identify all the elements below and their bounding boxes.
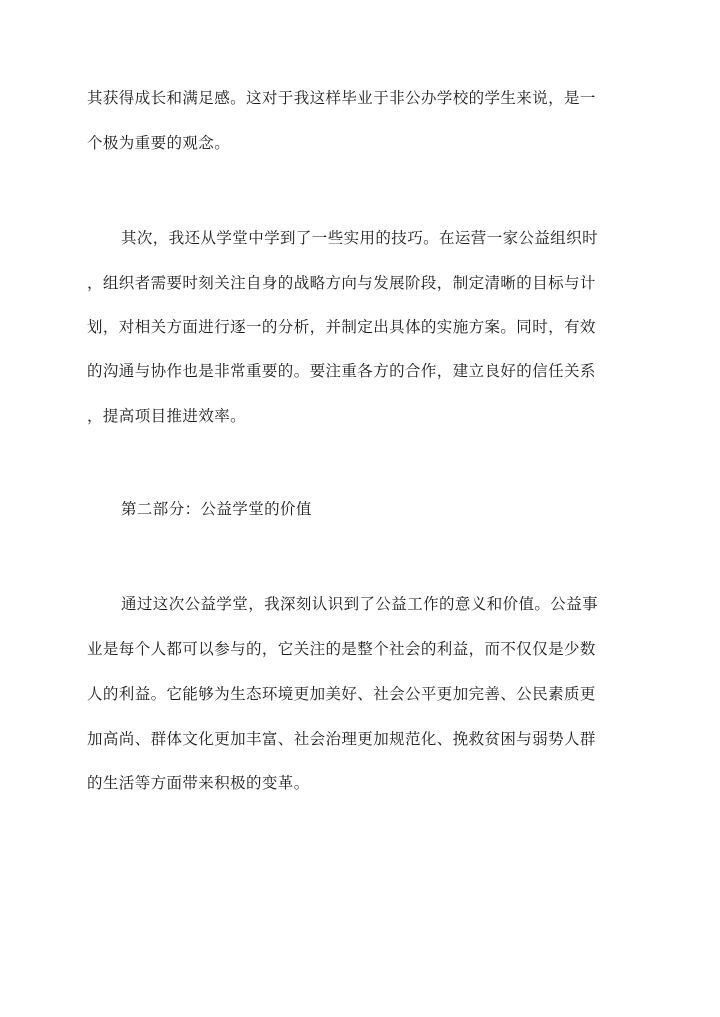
paragraph-2-line-5: ，提高项目推进效率。 [87, 407, 247, 425]
section-heading: 第二部分：公益学堂的价值 [121, 500, 312, 518]
paragraph-3-line-2: 业是每个人都可以参与的，它关注的是整个社会的利益，而不仅仅是少数 [87, 640, 596, 658]
paragraph-3-line-4: 加高尚、群体文化更加丰富、社会治理更加规范化、挽救贫困与弱势人群 [87, 730, 596, 748]
paragraph-2-line-1: 其次，我还从学堂中学到了一些实用的技巧。在运营一家公益组织时 [121, 229, 599, 247]
paragraph-3-line-5: 的生活等方面带来积极的变革。 [87, 774, 310, 792]
paragraph-1-line-1: 其获得成长和满足感。这对于我这样毕业于非公办学校的学生来说，是一 [87, 89, 596, 107]
paragraph-2-line-2: ，组织者需要时刻关注自身的战略方向与发展阶段，制定清晰的目标与计 [87, 274, 596, 292]
paragraph-3-line-3: 人的利益。它能够为生态环境更加美好、社会公平更加完善、公民素质更 [87, 685, 596, 703]
paragraph-1-line-2: 个极为重要的观念。 [87, 134, 231, 152]
paragraph-2-line-3: 划，对相关方面进行逐一的分析，并制定出具体的实施方案。同时，有效 [87, 318, 596, 336]
paragraph-2-line-4: 的沟通与协作也是非常重要的。要注重各方的合作，建立良好的信任关系 [87, 362, 596, 380]
paragraph-3-line-1: 通过这次公益学堂，我深刻认识到了公益工作的意义和价值。公益事 [121, 595, 599, 613]
